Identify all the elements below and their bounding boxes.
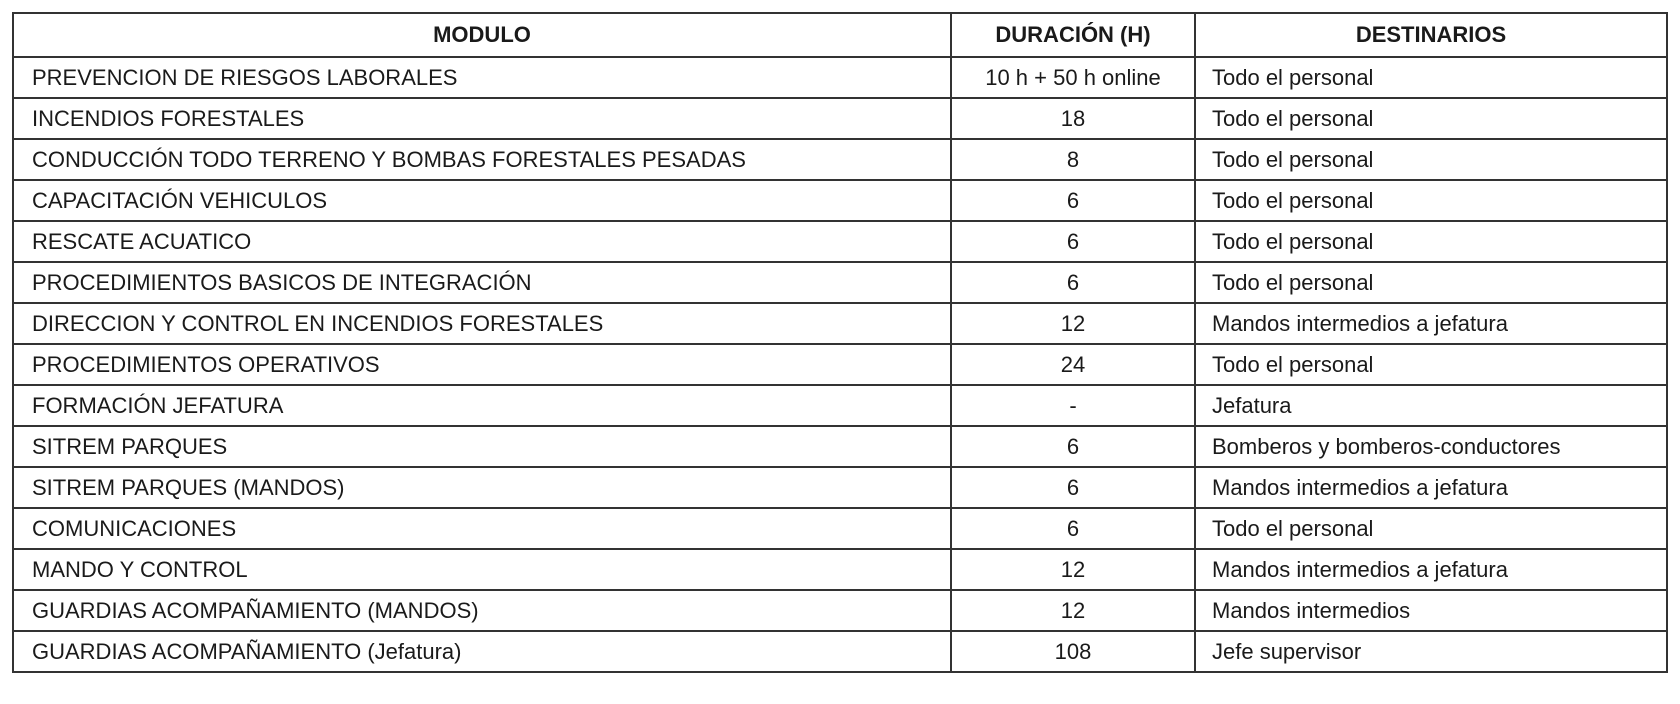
- cell-duracion: 12: [951, 590, 1195, 631]
- cell-destinatarios: Mandos intermedios: [1195, 590, 1667, 631]
- cell-destinatarios: Bomberos y bomberos-conductores: [1195, 426, 1667, 467]
- cell-destinatarios: Jefe supervisor: [1195, 631, 1667, 672]
- cell-destinatarios: Mandos intermedios a jefatura: [1195, 303, 1667, 344]
- cell-destinatarios: Mandos intermedios a jefatura: [1195, 549, 1667, 590]
- cell-duracion: 6: [951, 262, 1195, 303]
- cell-modulo: PROCEDIMIENTOS BASICOS DE INTEGRACIÓN: [13, 262, 951, 303]
- cell-destinatarios: Todo el personal: [1195, 139, 1667, 180]
- cell-duracion: 12: [951, 303, 1195, 344]
- table-row: [13, 344, 1667, 385]
- table-row: [13, 262, 1667, 303]
- header-row: [13, 13, 1667, 57]
- table-row: [13, 549, 1667, 590]
- cell-modulo: GUARDIAS ACOMPAÑAMIENTO (Jefatura): [13, 631, 951, 672]
- cell-modulo: PREVENCION DE RIESGOS LABORALES: [13, 57, 951, 98]
- header-duracion: DURACIÓN (H): [951, 13, 1195, 57]
- cell-duracion: 6: [951, 426, 1195, 467]
- cell-destinatarios: Jefatura: [1195, 385, 1667, 426]
- cell-modulo: RESCATE ACUATICO: [13, 221, 951, 262]
- cell-destinatarios: Todo el personal: [1195, 98, 1667, 139]
- header-destinatarios: DESTINARIOS: [1195, 13, 1667, 57]
- table-row: [13, 98, 1667, 139]
- cell-modulo: FORMACIÓN JEFATURA: [13, 385, 951, 426]
- table-row: [13, 467, 1667, 508]
- cell-modulo: CONDUCCIÓN TODO TERRENO Y BOMBAS FORESTALES PESADAS: [13, 139, 951, 180]
- table-body: [13, 57, 1667, 672]
- header-modulo: MODULO: [13, 13, 951, 57]
- cell-duracion: 6: [951, 180, 1195, 221]
- table-row: [13, 57, 1667, 98]
- cell-modulo: PROCEDIMIENTOS OPERATIVOS: [13, 344, 951, 385]
- cell-destinatarios: Todo el personal: [1195, 344, 1667, 385]
- cell-duracion: 10 h + 50 h online: [951, 57, 1195, 98]
- training-modules-table: [12, 12, 1668, 673]
- table-row: [13, 426, 1667, 467]
- cell-modulo: INCENDIOS FORESTALES: [13, 98, 951, 139]
- cell-duracion: 18: [951, 98, 1195, 139]
- cell-duracion: 6: [951, 221, 1195, 262]
- cell-destinatarios: Todo el personal: [1195, 180, 1667, 221]
- cell-modulo: SITREM PARQUES (MANDOS): [13, 467, 951, 508]
- table-row: [13, 139, 1667, 180]
- cell-duracion: 12: [951, 549, 1195, 590]
- table-row: [13, 180, 1667, 221]
- cell-destinatarios: Todo el personal: [1195, 221, 1667, 262]
- cell-destinatarios: Todo el personal: [1195, 262, 1667, 303]
- cell-destinatarios: Todo el personal: [1195, 57, 1667, 98]
- cell-modulo: CAPACITACIÓN VEHICULOS: [13, 180, 951, 221]
- cell-modulo: GUARDIAS ACOMPAÑAMIENTO (MANDOS): [13, 590, 951, 631]
- table-row: [13, 303, 1667, 344]
- cell-modulo: SITREM PARQUES: [13, 426, 951, 467]
- table-row: [13, 385, 1667, 426]
- table-row: [13, 631, 1667, 672]
- cell-duracion: 6: [951, 508, 1195, 549]
- cell-duracion: 6: [951, 467, 1195, 508]
- cell-duracion: -: [951, 385, 1195, 426]
- table-header: [13, 13, 1667, 57]
- cell-modulo: MANDO Y CONTROL: [13, 549, 951, 590]
- table-row: [13, 590, 1667, 631]
- table-row: [13, 508, 1667, 549]
- cell-duracion: 108: [951, 631, 1195, 672]
- cell-duracion: 24: [951, 344, 1195, 385]
- cell-destinatarios: Todo el personal: [1195, 508, 1667, 549]
- cell-duracion: 8: [951, 139, 1195, 180]
- table-row: [13, 221, 1667, 262]
- cell-modulo: COMUNICACIONES: [13, 508, 951, 549]
- training-modules-table-container: [12, 12, 1666, 673]
- cell-destinatarios: Mandos intermedios a jefatura: [1195, 467, 1667, 508]
- cell-modulo: DIRECCION Y CONTROL EN INCENDIOS FORESTALES: [13, 303, 951, 344]
